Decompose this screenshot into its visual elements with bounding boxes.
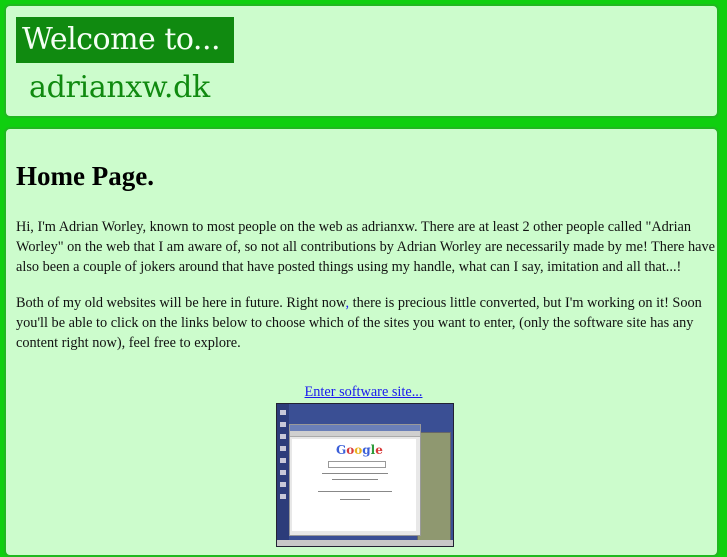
websites-paragraph xyxy=(16,293,716,353)
websites-paragraph-text-end: there is precious little converted, but I'm working on it! Soon you'll be able to click on the links below to choose which of the sites you want to enter, (only the software site has any content right now), feel free to explore. xyxy=(16,295,702,351)
text-line xyxy=(332,479,378,480)
text-line xyxy=(340,499,370,500)
desktop-icon-strip xyxy=(277,404,289,546)
welcome-banner: Welcome to... xyxy=(16,17,234,63)
page-title: Home Page. xyxy=(16,161,154,191)
inline-comma-link[interactable]: , xyxy=(345,295,350,311)
browser-window xyxy=(289,424,421,536)
enter-software-site-link[interactable]: Enter software site... xyxy=(304,384,423,400)
intro-paragraph: Hi, I'm Adrian Worley, known to most people on the web as adrianxw. There are at least 2 other people called "Adrian Worley" on the web that I am aware of, so not all contributions by Adrian Worley are necessarily made by me! There have also been a couple of jokers around that have posted things using my handle, what can I say, imitation and all that...! xyxy=(16,219,715,275)
desktop-icon xyxy=(280,434,286,439)
desktop-icon xyxy=(280,470,286,475)
google-logo: Google xyxy=(336,443,383,457)
desktop-icon xyxy=(280,494,286,499)
google-search-box xyxy=(328,461,386,468)
browser-content xyxy=(292,439,416,531)
software-site-thumbnail[interactable] xyxy=(276,403,454,547)
desktop-icon xyxy=(280,446,286,451)
desktop-icon xyxy=(280,422,286,427)
websites-paragraph-text-start: Both of my old websites will be here in future. Right now xyxy=(16,295,346,311)
header-panel xyxy=(4,4,719,118)
browser-toolbar xyxy=(290,431,420,437)
desktop-icon xyxy=(280,410,286,415)
content-panel xyxy=(4,127,719,557)
background-window xyxy=(417,432,451,542)
desktop-icon xyxy=(280,458,286,463)
desktop-icon xyxy=(280,482,286,487)
site-name: adrianxw.dk xyxy=(29,70,210,105)
taskbar xyxy=(277,540,453,546)
text-line xyxy=(318,491,392,492)
text-line xyxy=(322,473,388,474)
